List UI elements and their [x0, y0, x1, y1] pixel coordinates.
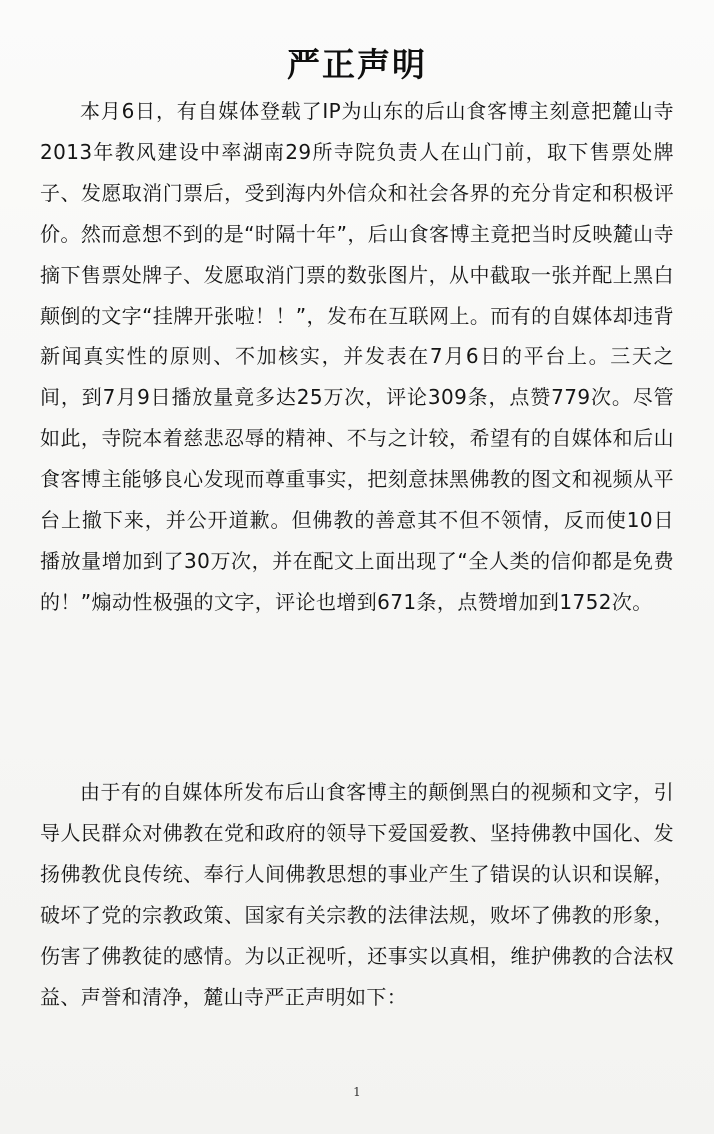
document-title: 严正声明	[287, 45, 427, 85]
paragraph-1: 本月6日，有自媒体登载了IP为山东的后山食客博主刻意把麓山寺2013年教风建设中率湖南29所寺院负责人在山门前，取下售票处牌子、发愿取消门票后，受到海内外信众和社会各界的充分肯定和积极评价。然而意想不到的是“时隔十年”，后山食客博主竟把当时反映麓山寺摘下售票处牌子、发愿取消门票的数张图片，从中截取一张并配上黑白颠倒的文字“挂牌开张啦！！”，发布在互联网上。而有的自媒体却违背新闻真实性的原则、不加核实，并发表在7月6日的平台上。三天之间，到7月9日播放量竟多达25万次，评论309条，点赞779次。尽管如此，寺院本着慈悲忍辱的精神、不与之计较，希望有的自媒体和后山食客博主能够良心发现而尊重事实，把刻意抹黑佛教的图文和视频从平台上撤下来，并公开道歉。但佛教的善意其不但不领情，反而使10日播放量增加到了30万次，并在配文上面出现了“全人类的信仰都是免费的！”煽动性极强的文字，评论也增到671条，点赞增加到1752次。	[40, 99, 674, 614]
paragraph-2: 由于有的自媒体所发布后山食客博主的颠倒黑白的视频和文字，引导人民群众对佛教在党和政府的领导下爱国爱教、坚持佛教中国化、发扬佛教优良传统、奉行人间佛教思想的事业产生了错误的认识和误解，破坏了党的宗教政策、国家有关宗教的法律法规，败坏了佛教的形象，伤害了佛教徒的感情。为以正视听，还事实以真相，维护佛教的合法权益、声誉和清净，麓山寺严正声明如下：	[40, 780, 674, 1009]
page-number: 1	[353, 1085, 361, 1099]
